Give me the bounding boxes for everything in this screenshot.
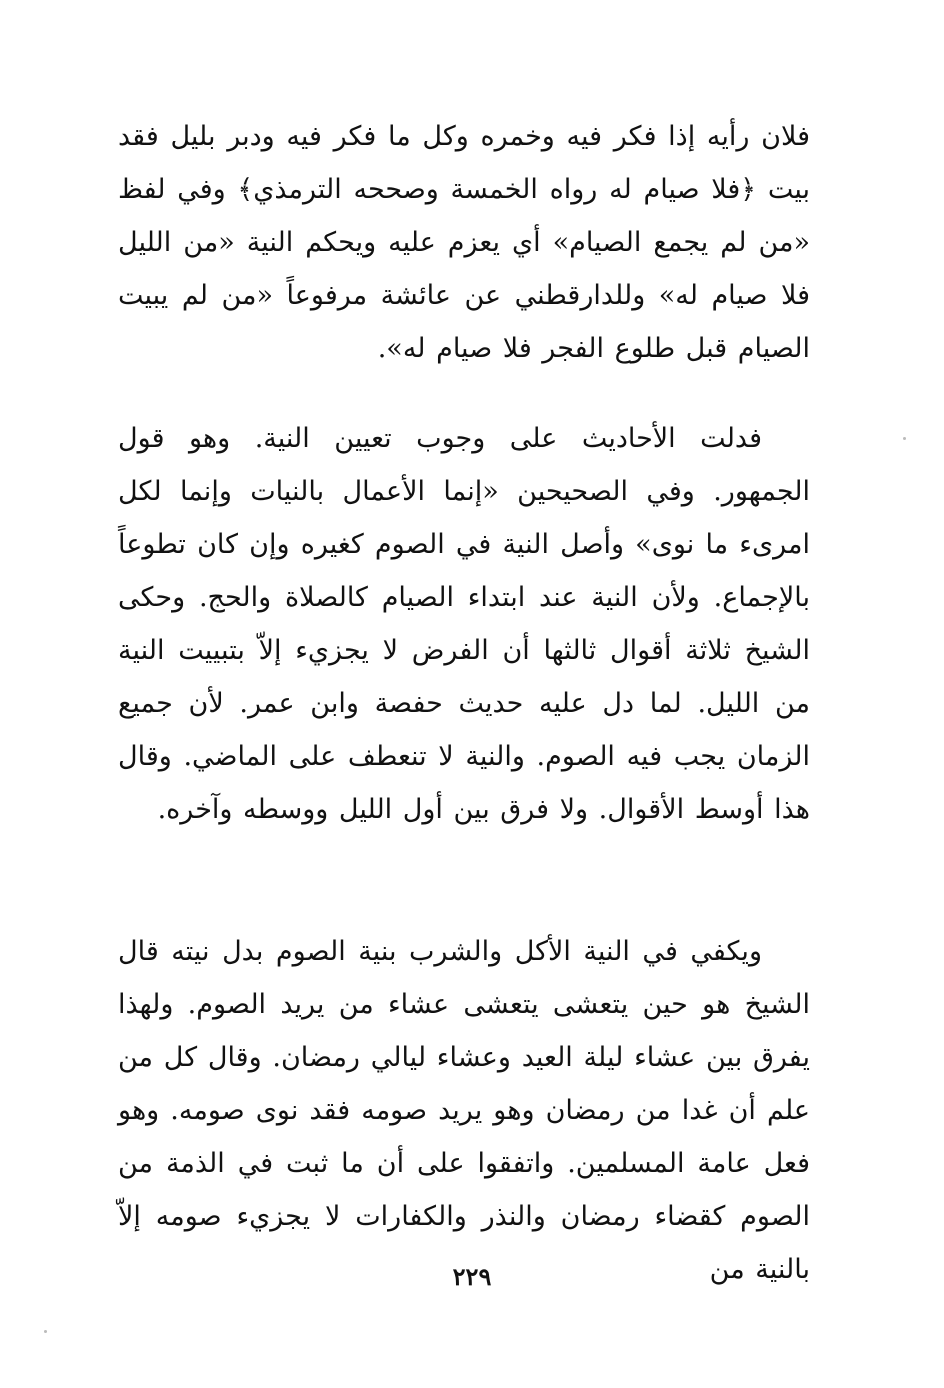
scan-speck [44,1330,47,1333]
scan-speck [903,437,906,440]
paragraph-2: فدلت الأحاديث على وجوب تعيين النية. وهو قول الجمهور. وفي الصحيحين «إنما الأعمال بالنيات وإنما لكل امرىء ما نوى» وأصل النية في الصوم كغيره وإن كان تطوعاً بالإجماع. ولأن النية عند ابتداء الصيام كالصلاة والحج. وحكى الشيخ ثلاثة أقوال ثالثها أن الفرض لا يجزيء إلاّ بتبييت النية من الليل. لما دل عليه حديث حفصة وابن عمر. لأن جميع الزمان يجب فيه الصوم. والنية لا تنعطف على الماضي. وقال هذا أوسط الأقوال. ولا فرق بين أول الليل ووسطه وآخره. [118,423,810,825]
paragraph-3: ويكفي في النية الأكل والشرب بنية الصوم بدل نيته قال الشيخ هو حين يتعشى يتعشى عشاء من يريد الصوم. ولهذا يفرق بين عشاء ليلة العيد وعشاء ليالي رمضان. وقال كل من علم أن غدا من رمضان وهو يريد صومه فقد نوى صومه. وهو فعل عامة المسلمين. واتفقوا على أن ما ثبت في الذمة من الصوم كقضاء رمضان والنذر والكفارات لا يجزيء صومه إلاّ بالنية من [118,936,810,1285]
paragraph-1: فلان رأيه إذا فكر فيه وخمره وكل ما فكر فيه ودبر بليل فقد بيت ﴿فلا صيام له رواه الخمسة وصححه الترمذي﴾ وفي لفظ «من لم يجمع الصيام» أي يعزم عليه ويحكم النية «من الليل فلا صيام له» وللدارقطني عن عائشة مرفوعاً «من لم يبيت الصيام قبل طلوع الفجر فلا صيام له». [118,121,810,364]
page-number: ٢٢٩ [452,1262,492,1291]
